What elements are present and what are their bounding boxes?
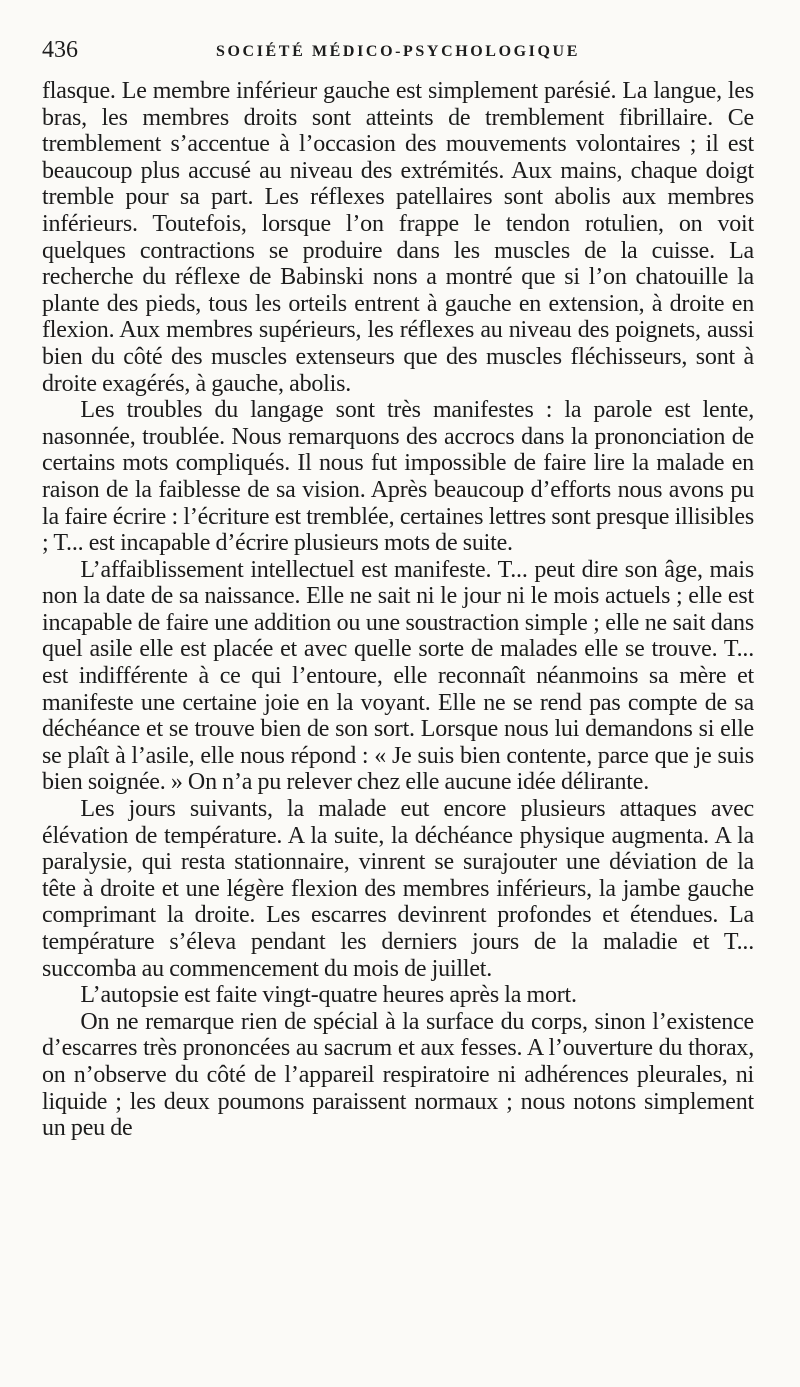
page-header [42, 32, 754, 68]
paragraph: L’autopsie est faite vingt-quatre heures après la mort. [80, 982, 577, 1009]
paragraph: Les troubles du langage sont très manifestes : la parole est lente, nasonnée, troublée. Nous remarquons des accrocs dans la prononciation de certains mots compliqués. Il nous fut impossible de faire lire la malade en raison de la faiblesse de sa vision. Après beaucoup d’efforts nous avons pu la faire écrire : l’écriture est tremblée, certaines lettres sont presque illisibles ; T... est incapable d’écrire plusieurs mots de suite. [42, 397, 754, 557]
paragraph: L’affaiblissement intellectuel est manifeste. T... peut dire son âge, mais non la date de sa naissance. Elle ne sait ni le jour ni le mois actuels ; elle est incapable de faire une addition ou une soustraction simple ; elle ne sait dans quel asile elle est placée et avec quelle sorte de malades elle se trouve. T... est indifférente à ce qui l’entoure, elle reconnaît néanmoins sa mère et manifeste une certaine joie en la voyant. Elle ne se rend pas compte de sa déchéance et se trouve bien de son sort. Lorsque nous lui demandons si elle se plaît à l’asile, elle nous répond : « Je suis bien contente, parce que je suis bien soignée. » On n’a pu relever chez elle aucune idée délirante. [42, 556, 754, 796]
paragraph: Les jours suivants, la malade eut encore plusieurs attaques avec élévation de température. A la suite, la déchéance physique augmenta. A la paralysie, qui resta stationnaire, vinrent se surajouter une déviation de la tête à droite et une légère flexion des membres inférieurs, la jambe gauche comprimant la droite. Les escarres devinrent profondes et étendues. La température s’éleva pendant les derniers jours de la maladie et T... succomba au commencement du mois de juillet. [42, 796, 754, 982]
body-text [42, 78, 754, 1142]
paragraph: flasque. Le membre inférieur gauche est simplement parésié. La langue, les bras, les membres droits sont atteints de tremblement fibrillaire. Ce tremblement s’accentue à l’occasion des mouvements volontaires ; il est beaucoup plus accusé au niveau des extrémités. Aux mains, chaque doigt tremble pour sa part. Les réflexes patellaires sont abolis aux membres inférieurs. Toutefois, lorsque l’on frappe le tendon rotulien, on voit quelques contractions se produire dans les muscles de la cuisse. La recherche du réflexe de Babinski nons a montré que si l’on chatouille la plante des pieds, tous les orteils entrent à gauche en extension, à droite en flexion. Aux membres supérieurs, les réflexes au niveau des poignets, aussi bien du côté des muscles extenseurs que des muscles fléchisseurs, sont à droite exagérés, à gauche, abolis. [42, 78, 754, 397]
paragraph: On ne remarque rien de spécial à la surface du corps, sinon l’existence d’escarres très prononcées au sacrum et aux fesses. A l’ouverture du thorax, on n’observe du côté de l’appareil respiratoire ni adhérences pleurales, ni liquide ; les deux poumons paraissent normaux ; nous notons simplement un peu de [42, 1008, 754, 1142]
page-number: 436 [42, 37, 78, 63]
running-title: SOCIÉTÉ MÉDICO-PSYCHOLOGIQUE [216, 43, 580, 60]
